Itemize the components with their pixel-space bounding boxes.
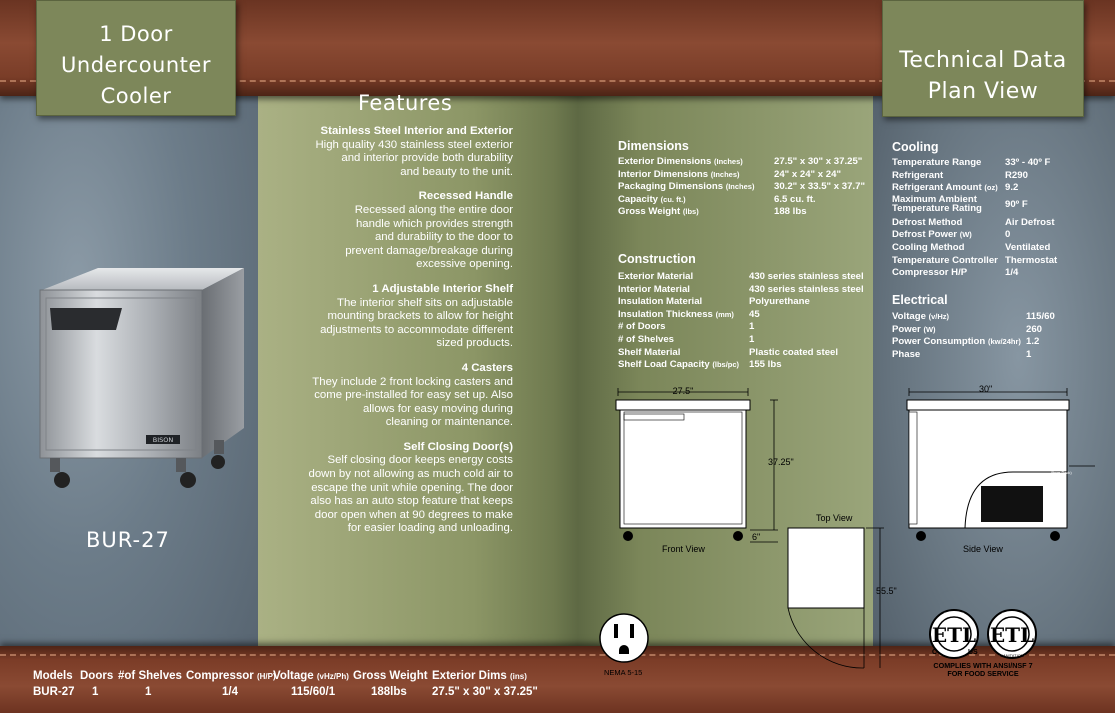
technical-data-tag <box>882 0 1084 117</box>
table-header-cell <box>33 670 73 682</box>
spec-unit: (lbs) <box>682 207 699 217</box>
header-unit: (H/P) <box>256 672 276 681</box>
title-line: 1 Door <box>99 22 173 46</box>
spec-label-text: Insulation Material <box>618 296 703 308</box>
product-title-tag <box>36 0 236 116</box>
spec-value: 1.2 <box>1026 336 1040 348</box>
spec-label-text: Compressor H/P <box>892 267 968 279</box>
spec-label <box>892 267 967 280</box>
etl-c-mark: C <box>932 649 938 656</box>
spec-value: 0 <box>1005 229 1011 241</box>
spec-label <box>618 271 693 284</box>
spec-unit: (Inches) <box>710 169 740 179</box>
spec-unit: (mm) <box>715 309 734 319</box>
spec-label <box>618 334 674 347</box>
spec-label <box>892 182 998 195</box>
spec-value: 9.2 <box>1005 182 1019 194</box>
spec-value: 430 series stainless steel <box>749 271 864 282</box>
cooling-table <box>892 157 1102 281</box>
etl-mark-right: ETL <box>989 623 1035 647</box>
spec-label-text: Power Consumption <box>892 336 986 348</box>
electrical-heading: Electrical <box>892 293 948 307</box>
caster-height-label: 6" <box>752 532 761 542</box>
spec-label-text: Shelf Load Capacity <box>618 359 710 371</box>
spec-value: R290 <box>1005 169 1028 181</box>
table-header-cell <box>80 670 113 682</box>
etl-ring-text-left: INTERTEK <box>944 611 964 616</box>
side-view-drawing <box>895 380 1105 560</box>
cooling-heading: Cooling <box>892 140 939 154</box>
spec-label <box>892 170 943 183</box>
spec-value: 24" x 24" x 24" <box>774 168 841 180</box>
spec-label-text: Maximum Ambient Temperature Rating <box>892 193 982 214</box>
feature-text: mounting brackets to allow for height <box>327 310 513 323</box>
spec-value: 155 lbs <box>749 359 782 371</box>
top-view-drawing <box>780 508 897 668</box>
side-view-caption: Side View <box>963 544 1003 554</box>
spec-label <box>618 309 734 322</box>
spec-label-text: Refrigerant <box>892 169 944 181</box>
spec-value: 45 <box>749 308 760 320</box>
spec-label <box>892 229 972 242</box>
spec-label-text: Interior Material <box>618 283 690 295</box>
spec-value: 1/4 <box>1005 267 1019 279</box>
feature-title: Self Closing Door(s) <box>403 440 513 453</box>
feature-item <box>270 441 513 536</box>
spec-label-text: Packaging Dimensions <box>618 181 724 193</box>
spec-value: 30.2" x 33.5" x 37.7" <box>774 181 865 193</box>
feature-text: and durability to the door to <box>374 231 513 244</box>
feature-text: for easier loading and unloading. <box>347 522 513 535</box>
front-height-label: 37.25" <box>768 457 794 467</box>
side-depth-label: 30" <box>979 384 993 394</box>
spec-label <box>618 359 739 372</box>
feature-title: Recessed Handle <box>418 190 513 203</box>
table-header-cell <box>186 670 276 682</box>
spec-unit: (Inches) <box>713 157 743 166</box>
spec-value: Thermostat <box>1005 254 1058 266</box>
feature-item <box>270 125 513 179</box>
spec-label <box>618 156 743 169</box>
spec-label <box>618 194 686 207</box>
title-line: Technical Data <box>899 48 1067 73</box>
spec-label-text: Insulation Thickness <box>618 308 713 320</box>
table-cell: BUR-27 <box>33 686 75 698</box>
compliance-line: FOR FOOD SERVICE <box>947 669 1019 678</box>
spec-value: 1 <box>749 334 755 345</box>
spec-label <box>892 336 1021 349</box>
spec-label <box>618 169 740 182</box>
title-line: Cooler <box>100 84 172 108</box>
spec-value: 188 lbs <box>774 206 807 218</box>
spec-label-text: Shelf Material <box>618 346 681 358</box>
feature-text: escape the unit while opening. The door <box>311 481 513 494</box>
spec-label <box>618 296 702 309</box>
feature-text: They include 2 front locking casters and <box>312 375 513 388</box>
features-heading: Features <box>358 91 453 115</box>
table-header-cell <box>118 670 182 682</box>
spec-unit: (Inches) <box>725 182 755 192</box>
construction-heading: Construction <box>618 252 696 266</box>
feature-text: Recessed along the entire door <box>354 203 513 216</box>
feature-text: and interior provide both durability <box>341 152 513 165</box>
table-header-cell <box>273 670 349 682</box>
header-label: Doors <box>80 670 114 682</box>
spec-label-text: Interior Dimensions <box>618 168 709 180</box>
feature-title: 1 Adjustable Interior Shelf <box>372 282 513 295</box>
spec-value: 33º - 40º F <box>1005 157 1051 168</box>
spec-label-text: # of Doors <box>618 321 666 333</box>
spec-label <box>618 284 690 297</box>
feature-item <box>270 362 513 430</box>
spec-label-text: Power <box>892 323 921 335</box>
spec-label <box>892 349 920 362</box>
spec-label <box>618 321 665 334</box>
table-cell: 1 <box>92 686 99 698</box>
spec-label-text: Gross Weight <box>618 206 681 218</box>
feature-text: handle which provides strength <box>355 217 513 230</box>
spec-label-text: Capacity <box>618 193 658 205</box>
spec-label <box>892 324 936 337</box>
spec-unit: (v/Hz) <box>928 312 950 321</box>
feature-item <box>270 190 513 272</box>
spec-value: 6.5 cu. ft. <box>774 193 816 205</box>
feature-text: down by not allowing as much cold air to <box>308 468 513 481</box>
feature-text: door open when at 90 degrees to make <box>314 508 513 521</box>
spec-unit: (W) <box>923 324 936 334</box>
feature-text: excessive opening. <box>416 258 513 271</box>
spec-label-text: # of Shelves <box>618 334 674 345</box>
spec-label-text: Refrigerant Amount <box>892 182 982 194</box>
etl-sanitation-text: SANITATION <box>1000 653 1024 658</box>
side-clearance-label: 3" <box>1055 457 1063 466</box>
spec-label <box>892 255 998 268</box>
title-line: Undercounter <box>61 53 211 77</box>
spec-label <box>892 242 964 255</box>
spec-label-text: Phase <box>892 348 921 360</box>
spec-label-text: Exterior Dimensions <box>618 156 712 167</box>
top-view-caption: Top View <box>816 513 853 523</box>
spec-label-text: Temperature Controller <box>892 254 998 266</box>
nema-label: NEMA 5-15 <box>604 668 643 677</box>
feature-text: prevent damage/breakage during <box>345 244 513 257</box>
spec-value: Ventilated <box>1005 242 1051 253</box>
etl-mark-left: ETL <box>931 623 977 647</box>
spec-value: 260 <box>1026 323 1043 335</box>
front-width-label: 27.5" <box>672 386 694 396</box>
feature-title: Stainless Steel Interior and Exterior <box>320 125 513 137</box>
spec-unit: (lbs/pc) <box>712 360 740 370</box>
spec-label <box>892 217 962 230</box>
header-label: Voltage <box>273 670 314 682</box>
spec-value: 1 <box>1026 348 1032 360</box>
feature-text: High quality 430 stainless steel exterior <box>315 138 513 151</box>
header-unit: (vHz/Ph) <box>316 672 349 681</box>
title-line: Plan View <box>927 79 1039 104</box>
spec-unit: (oz) <box>984 183 998 193</box>
spec-label <box>618 347 680 360</box>
front-view-caption: Front View <box>662 544 705 554</box>
product-badge-text: BISON <box>152 436 174 444</box>
spec-value: Polyurethane <box>749 296 810 308</box>
compliance-line: COMPLIES WITH ANSI/NSF 7 <box>933 661 1033 670</box>
spec-value: 1 <box>749 321 755 333</box>
feature-text: The interior shelf sits on adjustable <box>336 296 513 309</box>
table-cell: 1 <box>145 686 152 698</box>
table-cell: 1/4 <box>222 686 238 698</box>
table-header-cell <box>432 670 527 682</box>
spec-label <box>618 206 699 219</box>
table-cell: 115/60/1 <box>291 686 336 698</box>
features-list <box>270 125 513 547</box>
nsf-compliance-note <box>908 662 1058 678</box>
electrical-table <box>892 311 1102 363</box>
spec-label <box>892 311 949 324</box>
spec-label-text: Exterior Material <box>618 271 694 282</box>
spec-label <box>892 157 981 170</box>
spec-label-text: Temperature Range <box>892 157 982 168</box>
spec-value: 90º F <box>1005 198 1028 210</box>
header-label: Models <box>33 670 73 682</box>
bottom-model-table <box>0 670 560 704</box>
spec-label-text: Cooling Method <box>892 242 965 253</box>
spec-unit: (W) <box>959 230 972 240</box>
feature-text: also has an auto stop feature that keeps <box>310 495 513 508</box>
dimensions-table <box>618 156 868 222</box>
top-depth-label: 55.5" <box>876 586 897 596</box>
feature-text: and beauty to the unit. <box>400 165 513 178</box>
construction-table <box>618 271 868 375</box>
spec-unit: (cu. ft.) <box>660 194 686 204</box>
etl-us-mark: US <box>968 649 978 656</box>
spec-label-text: Voltage <box>892 311 926 322</box>
etl-ring-text-right: INTERTEK <box>1002 611 1022 616</box>
feature-text: come pre-installed for easy set up. Also <box>314 389 513 402</box>
feature-text: cleaning or maintenance. <box>385 416 513 429</box>
model-name: BUR-27 <box>86 528 170 552</box>
header-label: Compressor <box>186 670 254 682</box>
spec-label-text: Defrost Power <box>892 229 958 241</box>
spec-label <box>618 181 754 194</box>
table-cell: 27.5" x 30" x 37.25" <box>432 686 538 698</box>
dimensions-heading: Dimensions <box>618 139 689 153</box>
spec-unit: (kw/24hr) <box>987 337 1021 347</box>
header-label: Exterior Dims <box>432 670 507 682</box>
feature-text: adjustments to accommodate different <box>320 323 513 336</box>
header-label: Gross Weight <box>353 670 428 682</box>
header-unit: (ins) <box>509 672 527 681</box>
spec-value: Air Defrost <box>1005 216 1055 228</box>
front-view-drawing <box>600 380 800 560</box>
table-cell: 188lbs <box>371 686 407 698</box>
feature-text: allows for easy moving during <box>362 402 513 415</box>
table-header-cell <box>353 670 428 682</box>
product-image <box>38 268 246 496</box>
feature-text: sized products. <box>436 337 513 350</box>
header-label: #of Shelves <box>118 670 182 682</box>
nema-plug-icon <box>598 612 650 664</box>
spec-value: 430 series stainless steel <box>749 283 864 295</box>
spec-value: 115/60 <box>1026 311 1055 322</box>
spec-label <box>892 195 1002 216</box>
side-clearance-note: (from Back) <box>1051 470 1072 475</box>
feature-item <box>270 283 513 351</box>
feature-text: Self closing door keeps energy costs <box>327 454 513 467</box>
spec-label-text: Defrost Method <box>892 216 963 228</box>
spec-value: 27.5" x 30" x 37.25" <box>774 156 863 167</box>
spec-value: Plastic coated steel <box>749 346 839 358</box>
feature-title: 4 Casters <box>461 361 513 374</box>
